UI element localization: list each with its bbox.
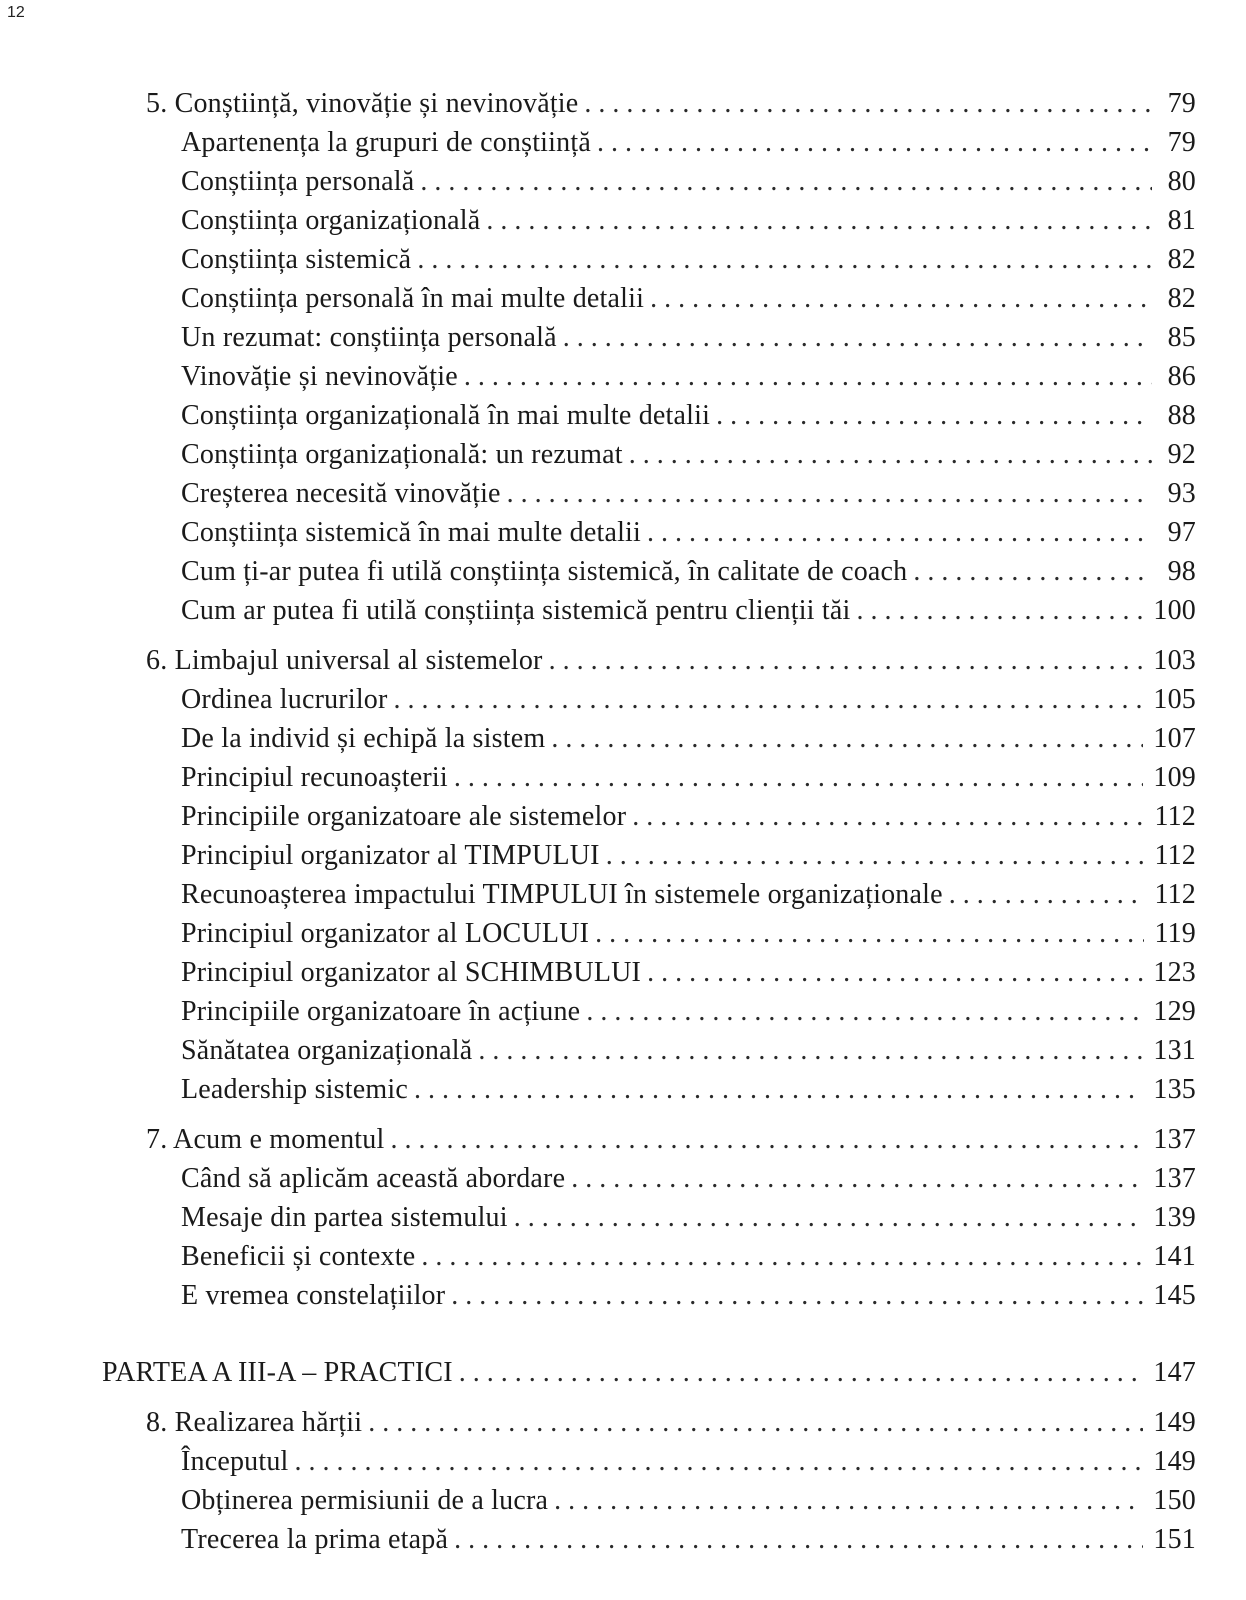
toc-entry-page: 123 bbox=[1153, 957, 1196, 988]
toc-entry[interactable] bbox=[181, 682, 1196, 718]
leader-dots bbox=[464, 359, 1152, 395]
leader-dots bbox=[414, 1072, 1143, 1108]
toc-entry-title: Conștiința personală în mai multe detalii bbox=[181, 283, 645, 314]
leader-dots bbox=[507, 476, 1152, 512]
toc-entry-title: Vinovăție și nevinovăție bbox=[181, 361, 458, 392]
toc-entry-page: 112 bbox=[1154, 879, 1196, 910]
toc-entry-page: 137 bbox=[1153, 1124, 1196, 1155]
leader-dots bbox=[295, 1444, 1144, 1480]
toc-entry[interactable] bbox=[181, 1483, 1196, 1519]
toc-entry-page: 88 bbox=[1167, 400, 1196, 431]
leader-dots bbox=[571, 1161, 1143, 1197]
toc-entry[interactable] bbox=[181, 437, 1196, 473]
leader-dots bbox=[417, 242, 1152, 278]
leader-dots bbox=[421, 1239, 1143, 1275]
toc-entry-page: 103 bbox=[1153, 645, 1196, 676]
toc-entry-title: Conștiința organizațională bbox=[181, 205, 481, 236]
toc-entry-page: 85 bbox=[1167, 322, 1196, 353]
toc-entry-page: 151 bbox=[1153, 1524, 1196, 1555]
toc-entry-chapter-7[interactable] bbox=[146, 1122, 1196, 1158]
toc-entry-page: 109 bbox=[1153, 762, 1196, 793]
toc-entry[interactable] bbox=[181, 320, 1196, 356]
leader-dots bbox=[478, 1033, 1143, 1069]
leader-dots bbox=[563, 320, 1152, 356]
toc-entry-title: Începutul bbox=[181, 1446, 289, 1477]
toc-entry-page: 112 bbox=[1154, 801, 1196, 832]
toc-entry[interactable] bbox=[181, 760, 1196, 796]
toc-entry-page: 80 bbox=[1167, 166, 1196, 197]
toc-entry-page: 86 bbox=[1167, 361, 1196, 392]
toc-entry-title: Conștiința organizațională în mai multe detalii bbox=[181, 400, 711, 431]
toc-entry-title: Conștiința personală bbox=[181, 166, 415, 197]
toc-entry[interactable] bbox=[181, 593, 1196, 629]
toc-entry-title: 7. Acum e momentul bbox=[146, 1124, 385, 1155]
toc-entry-page: 112 bbox=[1154, 840, 1196, 871]
toc-entry-title: Ordinea lucrurilor bbox=[181, 684, 388, 715]
toc-entry[interactable] bbox=[181, 398, 1196, 434]
page-number: 12 bbox=[7, 4, 25, 21]
leader-dots bbox=[454, 1522, 1143, 1558]
toc-entry-title: Obținerea permisiunii de a lucra bbox=[181, 1485, 549, 1516]
toc-entry-page: 149 bbox=[1153, 1446, 1196, 1477]
toc-entry[interactable] bbox=[181, 799, 1196, 835]
toc-entry-chapter-8[interactable] bbox=[146, 1405, 1196, 1441]
toc-entry-page: 93 bbox=[1167, 478, 1196, 509]
toc-entry-page: 81 bbox=[1167, 205, 1196, 236]
leader-dots bbox=[647, 515, 1152, 551]
leader-dots bbox=[632, 799, 1144, 835]
toc-entry-page: 82 bbox=[1167, 283, 1196, 314]
leader-dots bbox=[451, 1278, 1143, 1314]
toc-entry-title: Mesaje din partea sistemului bbox=[181, 1202, 508, 1233]
toc-entry-title: Conștiința organizațională: un rezumat bbox=[181, 439, 623, 470]
toc-entry[interactable] bbox=[181, 125, 1196, 161]
toc-entry[interactable] bbox=[181, 242, 1196, 278]
toc-entry-page: 119 bbox=[1154, 918, 1196, 949]
toc-entry-page: 150 bbox=[1153, 1485, 1196, 1516]
toc-entry[interactable] bbox=[181, 1161, 1196, 1197]
leader-dots bbox=[394, 682, 1144, 718]
leader-dots bbox=[595, 916, 1144, 952]
leader-dots bbox=[486, 203, 1152, 239]
leader-dots bbox=[647, 955, 1143, 991]
leader-dots bbox=[586, 994, 1143, 1030]
leader-dots bbox=[549, 643, 1144, 679]
leader-dots bbox=[554, 1483, 1143, 1519]
toc-entry-page: 129 bbox=[1153, 996, 1196, 1027]
toc-entry[interactable] bbox=[181, 554, 1196, 590]
toc-entry-title: Cum ți-ar putea fi utilă conștiința sistemică, în calitate de coach bbox=[181, 556, 908, 587]
toc-entry-page: 79 bbox=[1167, 127, 1196, 158]
toc-entry-page: 139 bbox=[1153, 1202, 1196, 1233]
toc-entry[interactable] bbox=[181, 916, 1196, 952]
toc-entry-title: Trecerea la prima etapă bbox=[181, 1524, 449, 1555]
toc-entry-title: De la individ și echipă la sistem bbox=[181, 723, 546, 754]
leader-dots bbox=[551, 721, 1143, 757]
leader-dots bbox=[716, 398, 1152, 434]
toc-entry-page: 141 bbox=[1153, 1241, 1196, 1272]
toc-entry[interactable] bbox=[181, 1522, 1196, 1558]
toc-entry-title: Principiul organizator al LOCULUI bbox=[181, 918, 590, 949]
toc-entry[interactable] bbox=[181, 721, 1196, 757]
toc-entry-title: Apartenența la grupuri de conștiință bbox=[181, 127, 591, 158]
toc-entry-title: 5. Conștiință, vinovăție și nevinovăție bbox=[146, 88, 579, 119]
toc-entry[interactable] bbox=[181, 359, 1196, 395]
toc-entry-title: E vremea constelațiilor bbox=[181, 1280, 446, 1311]
toc-entry[interactable] bbox=[181, 1444, 1196, 1480]
toc-entry-page: 105 bbox=[1153, 684, 1196, 715]
toc-entry-title: Leadership sistemic bbox=[181, 1074, 408, 1105]
toc-entry-title: 8. Realizarea hărții bbox=[146, 1407, 363, 1438]
toc-entry[interactable] bbox=[181, 877, 1196, 913]
toc-entry[interactable] bbox=[181, 994, 1196, 1030]
leader-dots bbox=[650, 281, 1152, 317]
toc-entry[interactable] bbox=[181, 164, 1196, 200]
toc-entry[interactable] bbox=[181, 203, 1196, 239]
toc-entry-title: Principiul organizator al TIMPULUI bbox=[181, 840, 600, 871]
toc-entry-title: 6. Limbajul universal al sistemelor bbox=[146, 645, 543, 676]
toc-entry-part-3[interactable] bbox=[102, 1355, 1196, 1391]
leader-dots bbox=[459, 1355, 1144, 1391]
leader-dots bbox=[584, 86, 1152, 122]
leader-dots bbox=[606, 838, 1145, 874]
toc-entry-title: Un rezumat: conștiința personală bbox=[181, 322, 557, 353]
toc-entry[interactable] bbox=[181, 1239, 1196, 1275]
toc-entry[interactable] bbox=[181, 955, 1196, 991]
toc-entry[interactable] bbox=[181, 476, 1196, 512]
toc-entry-page: 82 bbox=[1167, 244, 1196, 275]
toc-entry[interactable] bbox=[181, 1278, 1196, 1314]
toc-entry-page: 107 bbox=[1153, 723, 1196, 754]
toc-entry-title: Beneficii și contexte bbox=[181, 1241, 416, 1272]
toc-entry[interactable] bbox=[181, 1072, 1196, 1108]
toc-entry-page: 149 bbox=[1153, 1407, 1196, 1438]
toc-entry-page: 98 bbox=[1167, 556, 1196, 587]
leader-dots bbox=[949, 877, 1145, 913]
leader-dots bbox=[514, 1200, 1144, 1236]
toc-entry-page: 131 bbox=[1153, 1035, 1196, 1066]
toc-entry-title: Principiile organizatoare ale sistemelor bbox=[181, 801, 627, 832]
leader-dots bbox=[368, 1405, 1143, 1441]
leader-dots bbox=[454, 760, 1144, 796]
toc-entry-page: 147 bbox=[1153, 1357, 1196, 1388]
toc-entry-title: Când să aplicăm această abordare bbox=[181, 1163, 566, 1194]
toc-entry-title: Conștiința sistemică bbox=[181, 244, 412, 275]
toc-entry-title: Principiile organizatoare în acțiune bbox=[181, 996, 581, 1027]
toc-entry-title: Sănătatea organizațională bbox=[181, 1035, 473, 1066]
toc-entry-page: 97 bbox=[1167, 517, 1196, 548]
leader-dots bbox=[390, 1122, 1143, 1158]
toc-entry-chapter-5[interactable] bbox=[146, 86, 1196, 122]
toc-entry-title: Creșterea necesită vinovăție bbox=[181, 478, 501, 509]
toc-entry-page: 92 bbox=[1167, 439, 1196, 470]
toc-entry[interactable] bbox=[181, 838, 1196, 874]
toc-entry-title: Principiul organizator al SCHIMBULUI bbox=[181, 957, 642, 988]
toc-entry-page: 145 bbox=[1153, 1280, 1196, 1311]
leader-dots bbox=[856, 593, 1143, 629]
toc-entry-chapter-6[interactable] bbox=[146, 643, 1196, 679]
toc-entry-page: 100 bbox=[1153, 595, 1196, 626]
toc-entry[interactable] bbox=[181, 1033, 1196, 1069]
toc-entry[interactable] bbox=[181, 1200, 1196, 1236]
toc-entry[interactable] bbox=[181, 515, 1196, 551]
toc-entry-title: Recunoașterea impactului TIMPULUI în sistemele organizaționale bbox=[181, 879, 943, 910]
toc-entry-title: Cum ar putea fi utilă conștiința sistemică pentru clienții tăi bbox=[181, 595, 851, 626]
toc-entry-page: 79 bbox=[1167, 88, 1196, 119]
toc-entry-page: 135 bbox=[1153, 1074, 1196, 1105]
toc-entry-title: PARTEA A III-A – PRACTICI bbox=[102, 1357, 453, 1388]
leader-dots bbox=[629, 437, 1152, 473]
toc-entry-title: Conștiința sistemică în mai multe detalii bbox=[181, 517, 642, 548]
toc-entry[interactable] bbox=[181, 281, 1196, 317]
toc-entry-title: Principiul recunoașterii bbox=[181, 762, 448, 793]
toc-entry-page: 137 bbox=[1153, 1163, 1196, 1194]
leader-dots bbox=[597, 125, 1152, 161]
leader-dots bbox=[420, 164, 1152, 200]
leader-dots bbox=[913, 554, 1152, 590]
